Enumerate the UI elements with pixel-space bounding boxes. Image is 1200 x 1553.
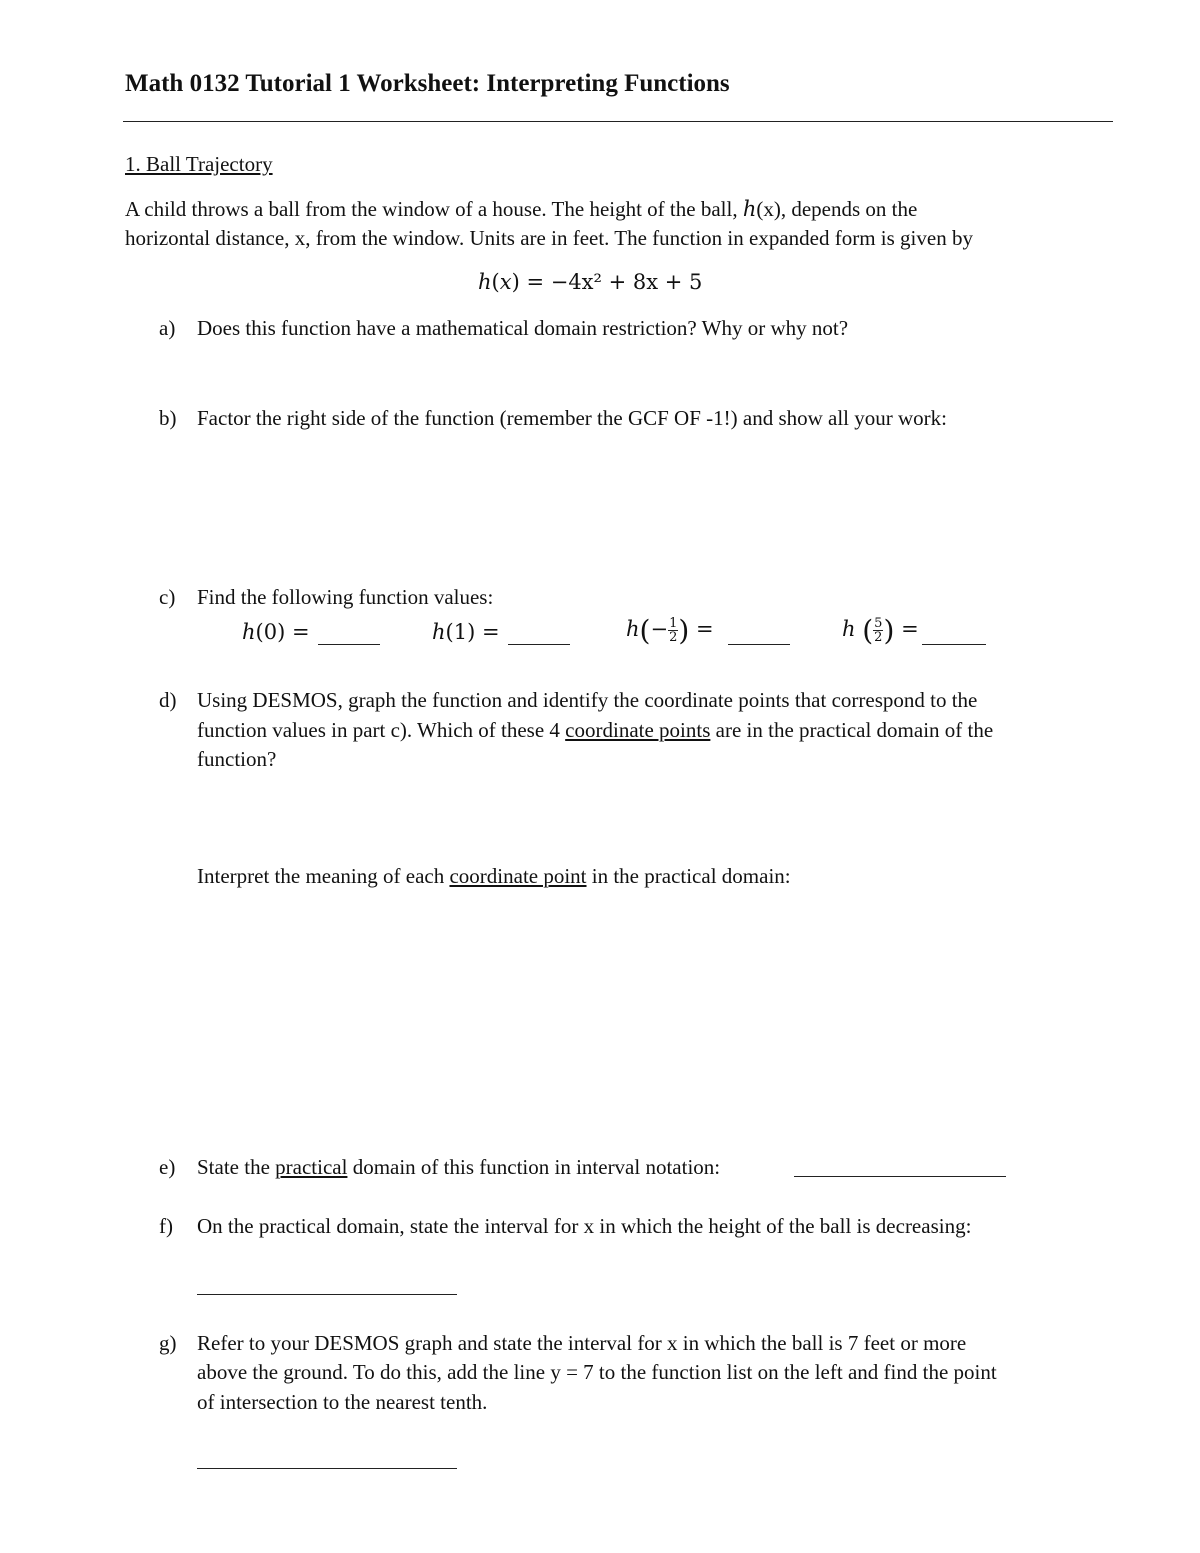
question-f-label: f) [159,1214,173,1238]
question-d-underlined-term: coordinate points [565,718,711,742]
equation-fn: h [478,270,492,294]
value-h-five-halves-eq: = [901,617,919,641]
equation-var: x [499,270,512,294]
fraction-neg-half [668,617,678,644]
question-d-line-2-b: are in the practical domain of the [710,718,994,742]
answer-blank-e[interactable] [794,1176,1006,1177]
question-b-text: Factor the right side of the function (remember the GCF OF -1!) and show all your work: [197,406,948,430]
question-e-text-b: domain of this function in interval notation: [347,1155,721,1179]
question-e-label: e) [159,1155,176,1179]
value-h-neg-half-sign: − [650,617,669,641]
fraction-neg-half-den: 2 [669,630,678,645]
fraction-five-halves [873,617,883,644]
equation-rhs: = −4x² + 8x + 5 [526,270,703,294]
value-h-neg-half-eq: = [695,617,714,641]
question-f-text: On the practical domain, state the interval for x in which the height of the ball is decreasing: [197,1214,972,1238]
answer-blank-h-neg-half[interactable] [728,644,790,645]
interpret-prompt-a: Interpret the meaning of each [197,864,450,888]
value-h-neg-half-fn: h [626,617,640,641]
question-g-label: g) [159,1331,177,1355]
value-h0-eq: = [291,620,310,644]
question-a-label: a) [159,316,176,340]
question-e-text-a: State the [197,1155,276,1179]
value-h1-eq: = [481,620,500,644]
value-h0-fn: h [242,620,256,644]
intro-fn-symbol: h [742,197,757,221]
question-d-line-2-a: function values in part c). Which of these 4 [197,718,566,742]
fraction-neg-half-num: 1 [669,616,678,631]
value-h0: h(0) = [242,620,310,644]
answer-blank-h-five-halves[interactable] [922,644,986,645]
question-d-line-1: Using DESMOS, graph the function and identify the coordinate points that correspond to the [197,688,978,712]
question-c-text: Find the following function values: [197,585,494,609]
value-h-neg-half: h(− $\frac{1}{2}$ ) = [626,614,714,647]
value-h1-fn: h [432,620,446,644]
intro-line-1 [125,195,917,224]
answer-blank-f[interactable] [197,1294,457,1295]
fraction-five-halves-den: 2 [874,630,883,645]
intro-text-a: A child throws a ball from the window of a house. The height of the ball, [125,197,743,221]
value-h1-arg: 1 [453,620,468,644]
value-h1: h(1) = [432,620,500,644]
answer-blank-g[interactable] [197,1468,457,1469]
question-b-label: b) [159,406,177,430]
question-d-line-3: function? [197,747,277,771]
title-divider [123,121,1113,122]
question-d-label: d) [159,688,177,712]
intro-line-2: horizontal distance, x, from the window. Units are in feet. The function in expanded form is given by [125,226,973,250]
answer-blank-h1[interactable] [508,644,570,645]
value-h-five-halves-fn: h [842,617,856,641]
function-equation: h(x) = −4x² + 8x + 5 [478,270,703,294]
answer-blank-h0[interactable] [318,644,380,645]
value-h-five-halves: h ( $\frac{5}{2}$ ) = [842,614,919,647]
question-g-line-3: of intersection to the nearest tenth. [197,1390,488,1414]
question-a-text: Does this function have a mathematical domain restriction? Why or why not? [197,316,849,340]
page-title: Math 0132 Tutorial 1 Worksheet: Interpreting Functions [125,70,730,97]
question-e-text [197,1153,720,1182]
section-heading: 1. Ball Trajectory [125,152,273,176]
question-c-label: c) [159,585,176,609]
question-d-line-2 [197,716,993,745]
question-g-line-2: above the ground. To do this, add the line y = 7 to the function list on the left and find the point [197,1360,997,1384]
question-e-underlined-term: practical [275,1155,348,1179]
fraction-five-halves-num: 5 [874,616,883,631]
interpret-underlined-term: coordinate point [449,864,587,888]
interpret-prompt-b: in the practical domain: [586,864,791,888]
question-g-line-1: Refer to your DESMOS graph and state the interval for x in which the ball is 7 feet or more [197,1331,967,1355]
intro-text-b: (x), depends on the [756,197,918,221]
value-h0-arg: 0 [263,620,278,644]
interpret-prompt [197,862,791,891]
